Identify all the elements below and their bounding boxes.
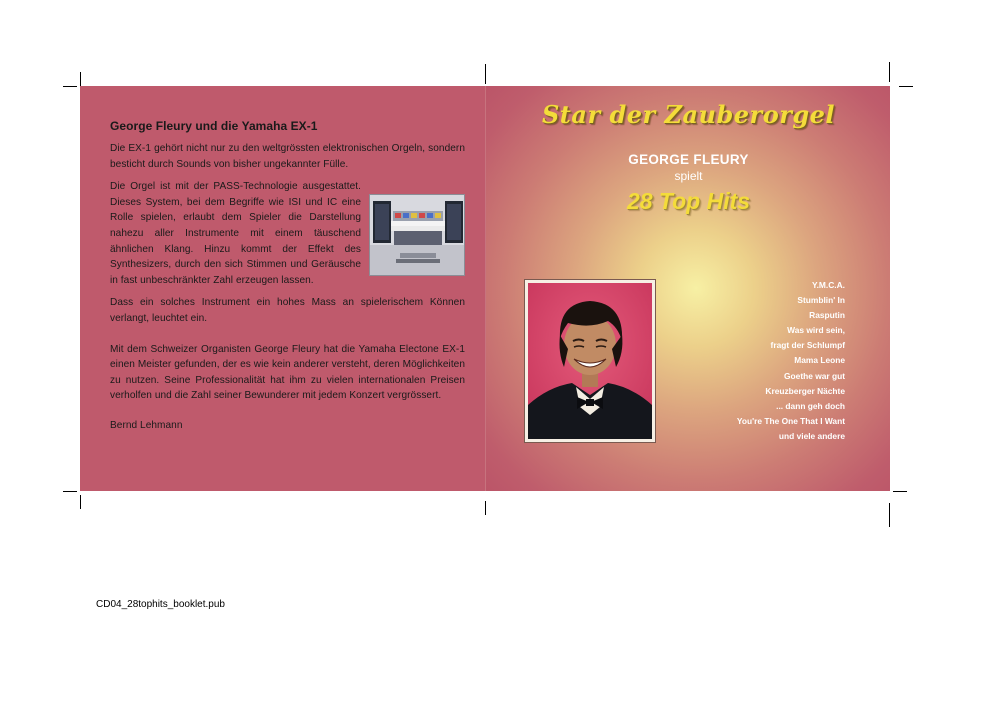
liner-notes-paragraph: Die EX-1 gehört nicht nur zu den weltgrössten elektronischen Orgeln, sondern besticht durch Sounds von bisher ungekannter Fülle.	[110, 143, 465, 170]
liner-notes-paragraph: Die Orgel ist mit der PASS-Technologie ausgestattet. Dieses System, bei dem Begriffe wie ISI und IC eine Rolle spielen, erlaubt dem Spieler die Darstellung nahezu aller Instrumente mit einem täuschend ähnlichen Klang. Hinzu kommt der Effekt des Synthesizers, durch den sich Stimmen und Geräusche in fast unbeschränkter Zahl erzeugen lassen.	[110, 181, 361, 286]
crop-mark	[889, 62, 890, 82]
crop-mark	[899, 86, 913, 87]
artist-plays: spielt	[674, 169, 703, 183]
crop-mark	[63, 491, 77, 492]
crop-mark	[80, 72, 81, 86]
organ-photo-image	[370, 195, 465, 276]
track-item: Was wird sein,	[787, 325, 845, 336]
track-list	[737, 278, 845, 444]
track-item: Rasputin	[809, 310, 845, 321]
liner-notes-signature: Bernd Lehmann	[110, 419, 183, 431]
crop-mark	[80, 495, 81, 509]
crop-mark	[485, 64, 486, 84]
crop-mark	[485, 501, 486, 515]
booklet-back-panel	[80, 86, 485, 491]
liner-notes	[110, 118, 465, 434]
track-item: Y.M.C.A.	[811, 280, 845, 290]
liner-notes-heading: George Fleury und die Yamaha EX-1	[110, 119, 318, 133]
track-item: Kreuzberger Nächte	[765, 385, 845, 396]
file-name-label: CD04_28tophits_booklet.pub	[96, 599, 225, 610]
organ-photo	[369, 194, 465, 276]
track-item: ... dann geh doch	[776, 400, 845, 411]
track-item: Mama Leone	[794, 355, 845, 366]
artist-portrait	[524, 279, 656, 443]
track-item: und viele andere	[778, 430, 845, 441]
crop-mark	[893, 491, 907, 492]
track-item: Stumblin' In	[797, 295, 845, 306]
artist-portrait-image	[528, 283, 652, 439]
track-item: You're The One That I Want	[736, 415, 845, 426]
booklet-sheet	[80, 86, 890, 491]
track-item: Goethe war gut	[784, 370, 845, 381]
liner-notes-paragraph: Dass ein solches Instrument ein hohes Mass an spielerischem Können verlangt, leuchtet ein.	[110, 297, 465, 324]
artist-name: GEORGE FLEURY	[628, 152, 749, 167]
booklet-cover-panel	[485, 86, 890, 491]
liner-notes-paragraph: Mit dem Schweizer Organisten George Fleury hat die Yamaha Electone EX-1 einen Meister gefunden, der es wie kein anderer versteht, deren Möglichkeiten zu nutzen. Seine Professionalität hat ihm zu vielen internationalen Preisen verholfen und die Zahl seiner Bewunderer mit jedem Konzert vergrössert.	[110, 343, 465, 402]
crop-mark	[63, 86, 77, 87]
track-item: fragt der Schlumpf	[770, 340, 845, 351]
crop-mark	[889, 503, 890, 527]
album-subtitle: 28 Top Hits	[626, 188, 751, 214]
cover-title: Star der Zauberorgel	[541, 100, 836, 129]
